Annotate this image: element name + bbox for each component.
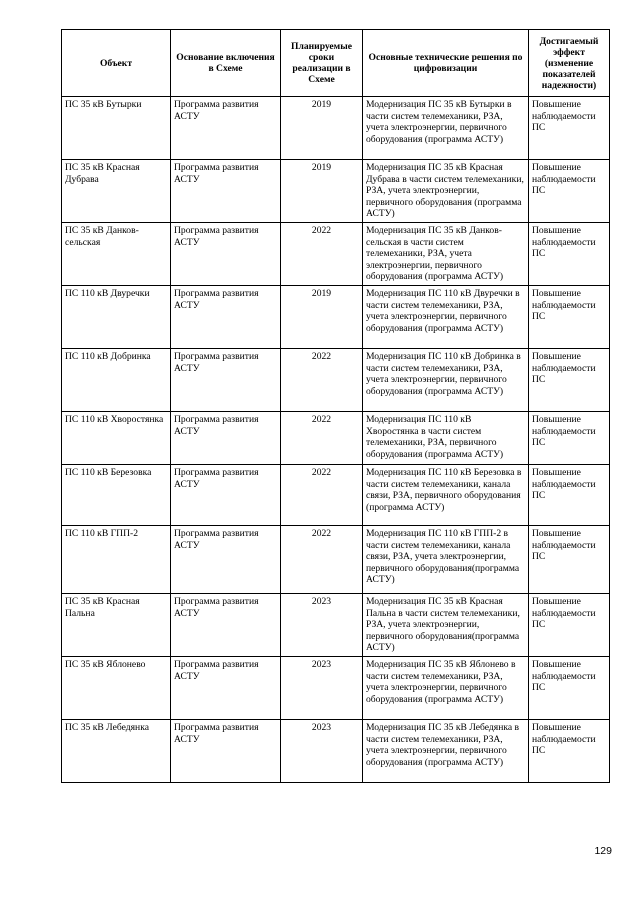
cell-planned-year: 2019 <box>281 286 363 349</box>
cell-technical-solution: Модернизация ПС 110 кВ Хворостянка в части систем телемеханики, РЗА, первичного оборудования (программа АСТУ) <box>363 412 529 465</box>
cell-object: ПС 35 кВ Данков-сельская <box>62 223 171 286</box>
table-row <box>62 465 610 526</box>
cell-effect: Повышение наблюдаемости ПС <box>529 286 610 349</box>
cell-technical-solution: Модернизация ПС 110 кВ Добринка в части систем телемеханики, РЗА, учета электроэнергии, первичного оборудования (программа АСТУ) <box>363 349 529 412</box>
cell-object: ПС 110 кВ Добринка <box>62 349 171 412</box>
cell-object: ПС 35 кВ Красная Дубрава <box>62 160 171 223</box>
cell-basis: Программа развития АСТУ <box>171 526 281 594</box>
digitalization-table <box>61 29 610 783</box>
cell-basis: Программа развития АСТУ <box>171 160 281 223</box>
table-row <box>62 412 610 465</box>
cell-effect: Повышение наблюдаемости ПС <box>529 720 610 783</box>
cell-object: ПС 35 кВ Бутырки <box>62 97 171 160</box>
cell-basis: Программа развития АСТУ <box>171 97 281 160</box>
table-row <box>62 223 610 286</box>
cell-technical-solution: Модернизация ПС 35 кВ Красная Дубрава в части систем телемеханики, РЗА, учета электроэнергии, первичного оборудования (программа АСТУ) <box>363 160 529 223</box>
table-row <box>62 657 610 720</box>
cell-effect: Повышение наблюдаемости ПС <box>529 465 610 526</box>
page-number: 129 <box>594 845 612 857</box>
cell-object: ПС 35 кВ Лебедянка <box>62 720 171 783</box>
cell-planned-year: 2022 <box>281 349 363 412</box>
cell-effect: Повышение наблюдаемости ПС <box>529 223 610 286</box>
cell-technical-solution: Модернизация ПС 35 кВ Яблонево в части систем телемеханики, РЗА, учета электроэнергии, первичного оборудования (программа АСТУ) <box>363 657 529 720</box>
table-row <box>62 526 610 594</box>
cell-object: ПС 110 кВ Березовка <box>62 465 171 526</box>
cell-technical-solution: Модернизация ПС 35 кВ Данков-сельская в части систем телемеханики, РЗА, учета электроэнергии, первичного оборудования (программа АСТУ) <box>363 223 529 286</box>
table-row <box>62 286 610 349</box>
table-row <box>62 160 610 223</box>
cell-effect: Повышение наблюдаемости ПС <box>529 97 610 160</box>
cell-planned-year: 2022 <box>281 223 363 286</box>
cell-basis: Программа развития АСТУ <box>171 720 281 783</box>
cell-basis: Программа развития АСТУ <box>171 594 281 657</box>
cell-technical-solution: Модернизация ПС 110 кВ Березовка в части систем телемеханики, канала связи, РЗА, первичного оборудования (программа АСТУ) <box>363 465 529 526</box>
table-row <box>62 594 610 657</box>
cell-basis: Программа развития АСТУ <box>171 412 281 465</box>
cell-planned-year: 2023 <box>281 720 363 783</box>
header-basis: Основание включения в Схеме <box>171 30 281 97</box>
cell-technical-solution: Модернизация ПС 110 кВ ГПП-2 в части систем телемеханики, канала связи, РЗА, учета электроэнергии, первичного оборудования(программа АСТУ) <box>363 526 529 594</box>
table-body <box>62 97 610 783</box>
cell-planned-year: 2023 <box>281 594 363 657</box>
cell-effect: Повышение наблюдаемости ПС <box>529 526 610 594</box>
cell-planned-year: 2022 <box>281 526 363 594</box>
cell-object: ПС 35 кВ Яблонево <box>62 657 171 720</box>
table-row <box>62 349 610 412</box>
cell-planned-year: 2023 <box>281 657 363 720</box>
cell-effect: Повышение наблюдаемости ПС <box>529 412 610 465</box>
header-object: Объект <box>62 30 171 97</box>
header-planned-year: Планируемые сроки реализации в Схеме <box>281 30 363 97</box>
cell-object: ПС 35 кВ Красная Пальна <box>62 594 171 657</box>
table-header-row <box>62 30 610 97</box>
cell-object: ПС 110 кВ Двуречки <box>62 286 171 349</box>
cell-effect: Повышение наблюдаемости ПС <box>529 160 610 223</box>
cell-basis: Программа развития АСТУ <box>171 223 281 286</box>
cell-basis: Программа развития АСТУ <box>171 286 281 349</box>
cell-basis: Программа развития АСТУ <box>171 465 281 526</box>
cell-technical-solution: Модернизация ПС 110 кВ Двуречки в части систем телемеханики, РЗА, учета электроэнергии, первичного оборудования (программа АСТУ) <box>363 286 529 349</box>
cell-effect: Повышение наблюдаемости ПС <box>529 349 610 412</box>
cell-technical-solution: Модернизация ПС 35 кВ Лебедянка в части систем телемеханики, РЗА, учета электроэнергии, первичного оборудования (программа АСТУ) <box>363 720 529 783</box>
cell-effect: Повышение наблюдаемости ПС <box>529 594 610 657</box>
cell-planned-year: 2019 <box>281 97 363 160</box>
cell-planned-year: 2019 <box>281 160 363 223</box>
cell-effect: Повышение наблюдаемости ПС <box>529 657 610 720</box>
cell-planned-year: 2022 <box>281 412 363 465</box>
header-technical-solution: Основные технические решения по цифровизации <box>363 30 529 97</box>
table-row <box>62 97 610 160</box>
cell-technical-solution: Модернизация ПС 35 кВ Бутырки в части систем телемеханики, РЗА, учета электроэнергии, первичного оборудования (программа АСТУ) <box>363 97 529 160</box>
cell-basis: Программа развития АСТУ <box>171 657 281 720</box>
cell-planned-year: 2022 <box>281 465 363 526</box>
cell-technical-solution: Модернизация ПС 35 кВ Красная Пальна в части систем телемеханики, РЗА, учета электроэнергии, первичного оборудования(программа АСТУ) <box>363 594 529 657</box>
cell-object: ПС 110 кВ ГПП-2 <box>62 526 171 594</box>
cell-basis: Программа развития АСТУ <box>171 349 281 412</box>
table-row <box>62 720 610 783</box>
cell-object: ПС 110 кВ Хворостянка <box>62 412 171 465</box>
header-effect: Достигаемый эффект (изменение показателей надежности) <box>529 30 610 97</box>
